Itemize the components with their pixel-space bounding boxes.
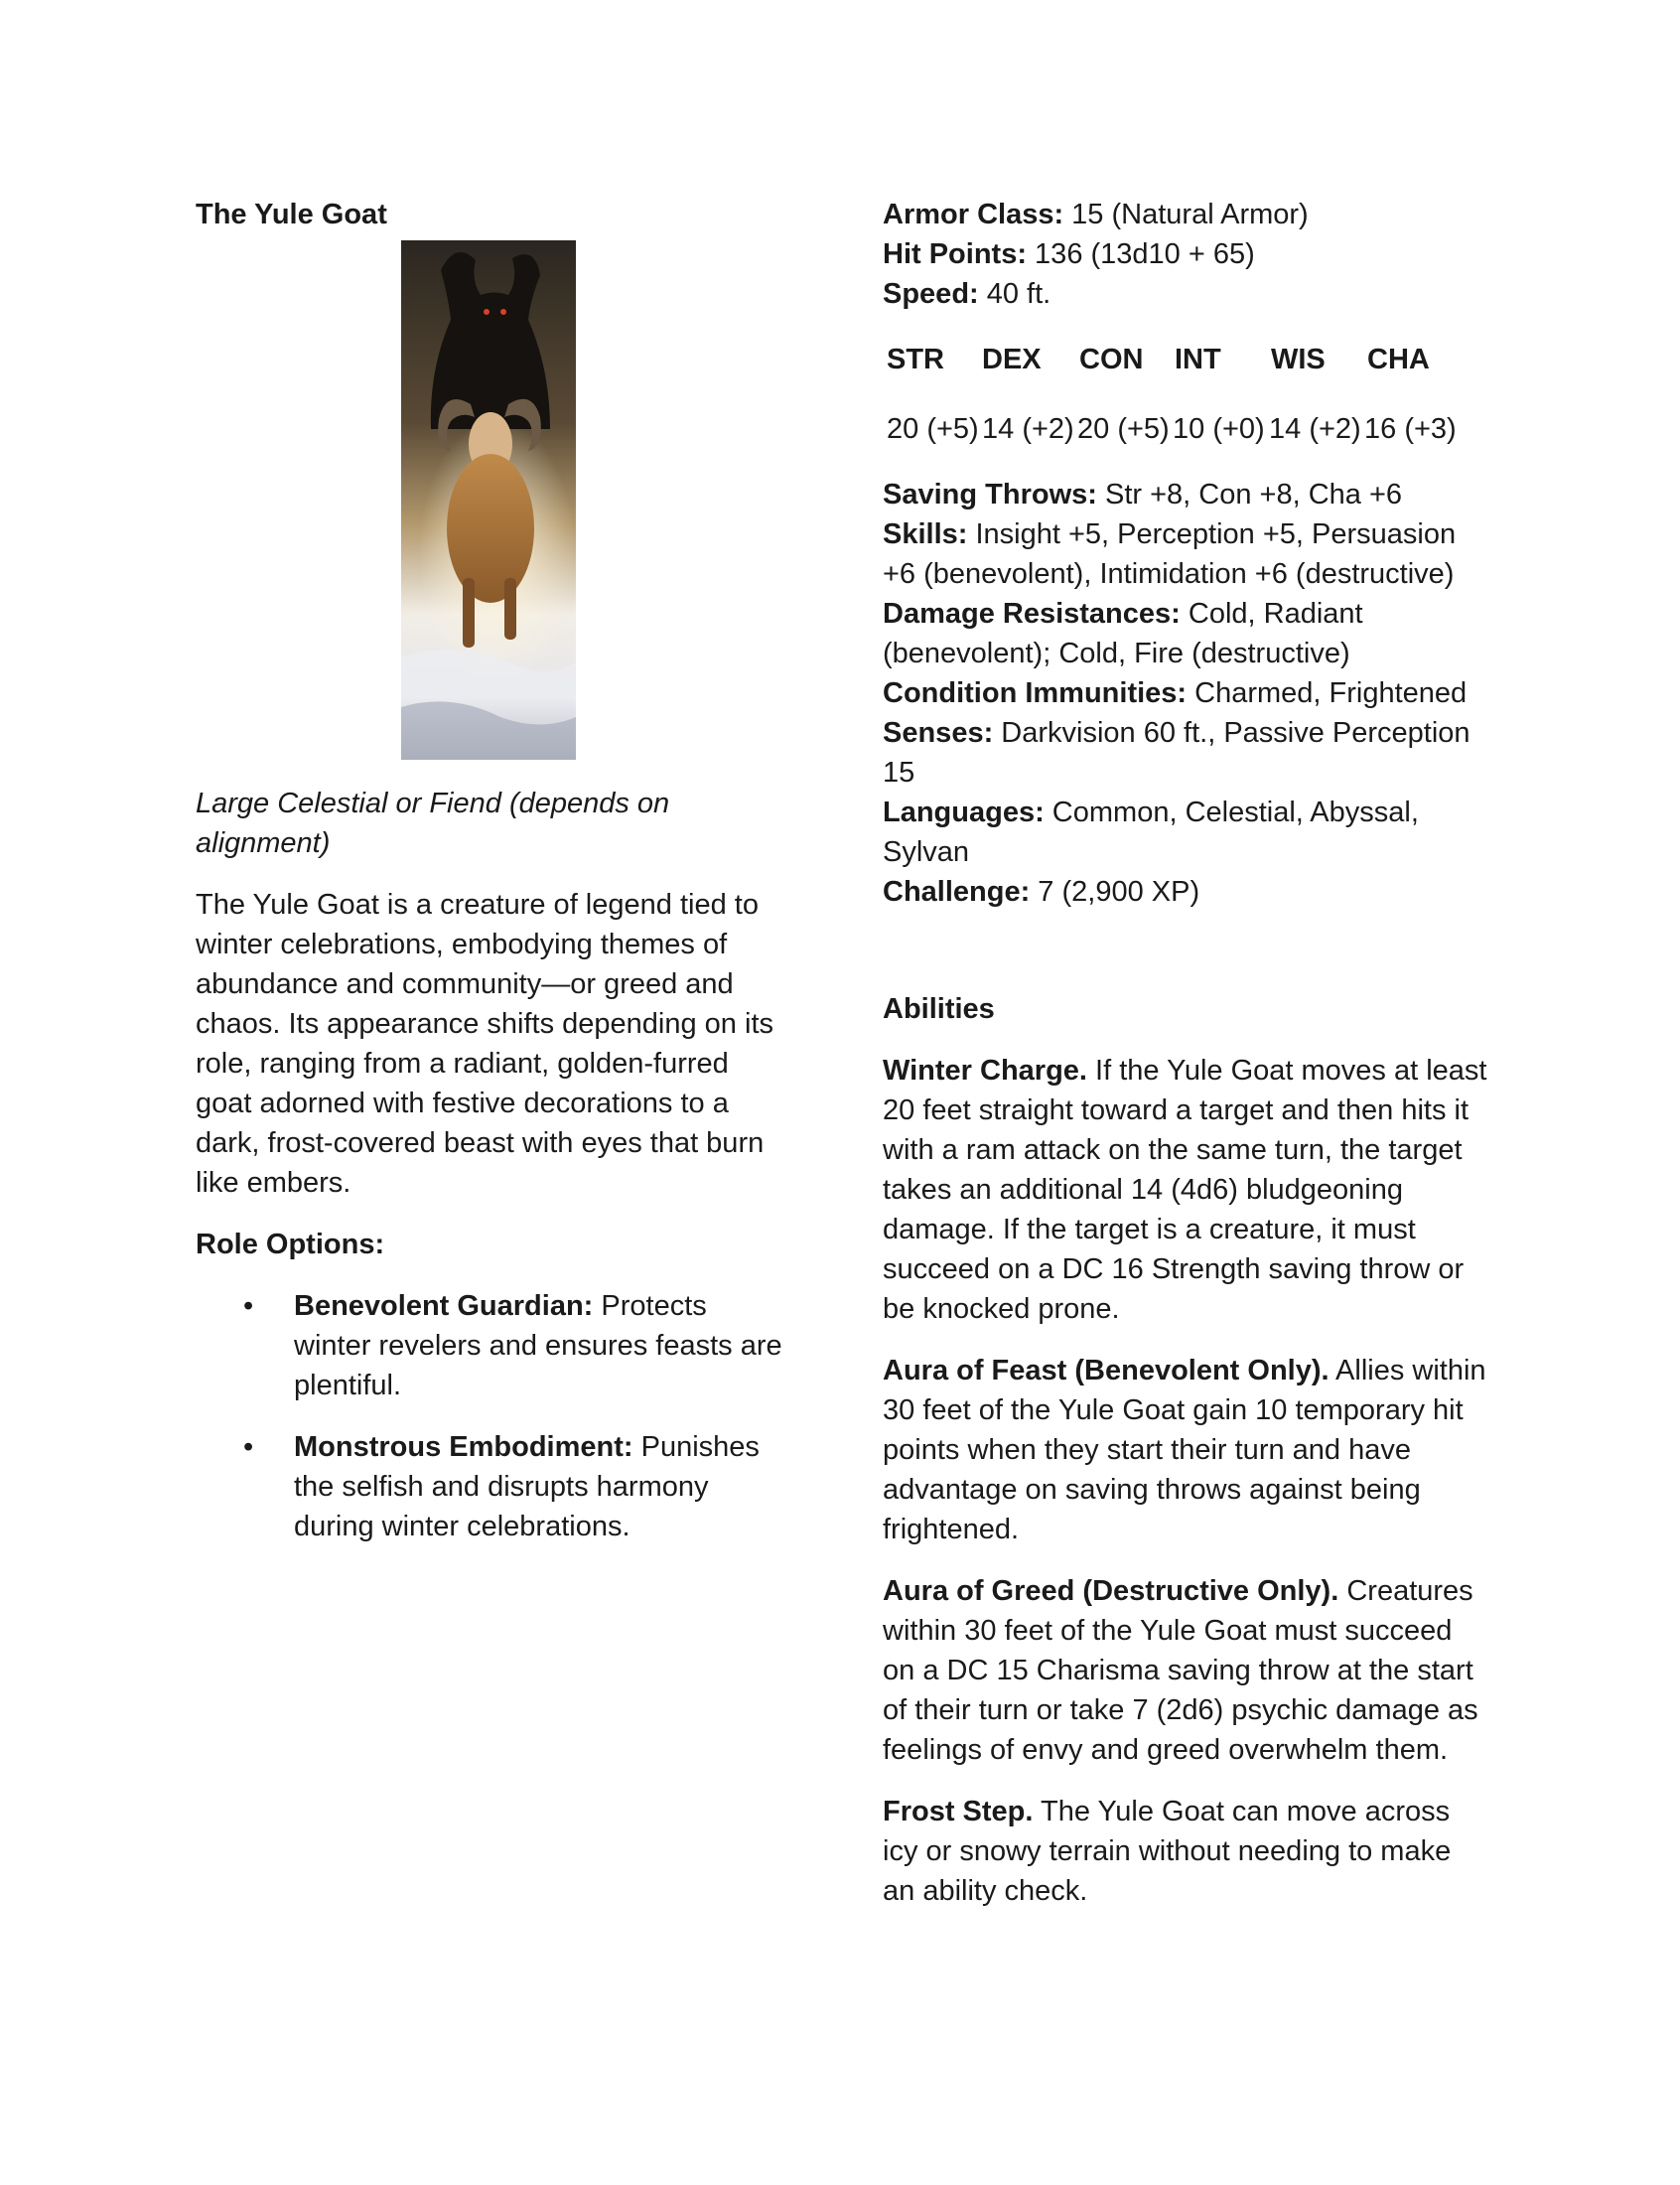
ability-value: 20 (+5)	[887, 413, 979, 445]
ability-aura-of-feast	[883, 1351, 1490, 1549]
stat-value: Charmed, Frightened	[1187, 677, 1468, 709]
ability-header: WIS	[1271, 344, 1326, 375]
stat-value: Insight +5, Perception +5, Persuasion +6 (benevolent), Intimidation +6 (destructive)	[883, 518, 1457, 590]
stat-label: Challenge:	[883, 876, 1031, 908]
ability-name: Winter Charge.	[883, 1055, 1087, 1087]
ability-value: 14 (+2)	[982, 413, 1074, 445]
languages	[883, 793, 1490, 872]
ability-value: 20 (+5)	[1077, 413, 1170, 445]
stat-value: 136 (13d10 + 65)	[1027, 238, 1255, 270]
hit-points	[883, 234, 1490, 274]
ability-value: 10 (+0)	[1173, 413, 1265, 445]
ability-score-headers	[887, 340, 1490, 379]
role-label: Monstrous Embodiment:	[294, 1431, 633, 1463]
stat-label: Languages:	[883, 797, 1045, 828]
ability-header: DEX	[982, 344, 1042, 375]
stat-label: Hit Points:	[883, 238, 1027, 270]
stat-label: Armor Class:	[883, 199, 1064, 230]
role-options-list	[196, 1286, 791, 1546]
ability-header: STR	[887, 344, 944, 375]
stat-value: 7 (2,900 XP)	[1030, 876, 1200, 908]
creature-type: Large Celestial or Fiend (depends on alignment)	[196, 788, 670, 859]
bullet-icon: •	[243, 1431, 254, 1463]
ability-score-values	[887, 409, 1490, 449]
stat-details	[883, 475, 1490, 912]
ability-name: Aura of Greed (Destructive Only).	[883, 1575, 1339, 1607]
page-title: The Yule Goat	[196, 199, 387, 230]
stat-label: Saving Throws:	[883, 479, 1097, 510]
stat-label: Damage Resistances:	[883, 598, 1181, 630]
stat-value: Darkvision 60 ft., Passive Perception 15	[883, 717, 1470, 789]
ability-text: If the Yule Goat moves at least 20 feet straight toward a target and then hits it with a ram attack on the same turn, the target takes an additional 14 (4d6) bludgeoning damage. If the target is a creature, it must succeed on a DC 16 Strength saving throw or be knocked prone.	[883, 1055, 1487, 1325]
stat-value: 40 ft.	[978, 278, 1051, 310]
left-column	[196, 195, 791, 1568]
ability-value: 14 (+2)	[1269, 413, 1361, 445]
role-label: Benevolent Guardian:	[294, 1290, 594, 1322]
stat-value: 15 (Natural Armor)	[1063, 199, 1309, 230]
ability-header: CON	[1079, 344, 1144, 375]
armor-class	[883, 195, 1490, 234]
role-text: Punishes the selfish and disrupts harmony during winter celebrations.	[294, 1431, 760, 1542]
ability-header: CHA	[1367, 344, 1430, 375]
stat-label: Speed:	[883, 278, 979, 310]
ability-value: 16 (+3)	[1364, 413, 1457, 445]
bullet-icon: •	[243, 1290, 254, 1322]
senses	[883, 713, 1490, 793]
stat-value: Cold, Radiant (benevolent); Cold, Fire (destructive)	[883, 598, 1363, 669]
condition-immunities	[883, 673, 1490, 713]
ability-frost-step	[883, 1792, 1490, 1911]
stat-label: Senses:	[883, 717, 994, 749]
role-options-heading: Role Options:	[196, 1229, 385, 1260]
saving-throws	[883, 475, 1490, 514]
challenge	[883, 872, 1490, 912]
ability-text: The Yule Goat can move across icy or snowy terrain without needing to make an ability check.	[883, 1796, 1452, 1907]
ability-aura-of-greed	[883, 1571, 1490, 1770]
yule-goat-portrait	[401, 240, 576, 760]
ability-text: Creatures within 30 feet of the Yule Goat must succeed on a DC 15 Charisma saving throw at the start of their turn or take 7 (2d6) psychic damage as feelings of envy and greed overwhelm them.	[883, 1575, 1478, 1766]
ability-name: Aura of Feast (Benevolent Only).	[883, 1355, 1330, 1386]
speed	[883, 274, 1490, 314]
ability-winter-charge	[883, 1051, 1490, 1329]
ability-name: Frost Step.	[883, 1796, 1034, 1827]
role-text: Protects winter revelers and ensures feasts are plentiful.	[294, 1290, 782, 1401]
stat-value: Str +8, Con +8, Cha +6	[1096, 479, 1403, 510]
right-column	[883, 195, 1490, 1911]
abilities-heading: Abilities	[883, 993, 995, 1025]
stat-label: Condition Immunities:	[883, 677, 1188, 709]
stat-value: Common, Celestial, Abyssal, Sylvan	[883, 797, 1419, 868]
skills	[883, 514, 1490, 594]
stat-label: Skills:	[883, 518, 968, 550]
ability-text: Allies within 30 feet of the Yule Goat gain 10 temporary hit points when they start their turn and have advantage on saving throws against being frightened.	[883, 1355, 1486, 1545]
description-paragraph: The Yule Goat is a creature of legend tied to winter celebrations, embodying themes of abundance and community—or greed and chaos. Its appearance shifts depending on its role, ranging from a radiant, golden-furred goat adorned with festive decorations to a dark, frost-covered beast with eyes that burn like embers.	[196, 889, 773, 1199]
ability-header: INT	[1175, 344, 1221, 375]
list-item	[196, 1427, 791, 1546]
list-item	[196, 1286, 791, 1405]
damage-resistances	[883, 594, 1490, 673]
